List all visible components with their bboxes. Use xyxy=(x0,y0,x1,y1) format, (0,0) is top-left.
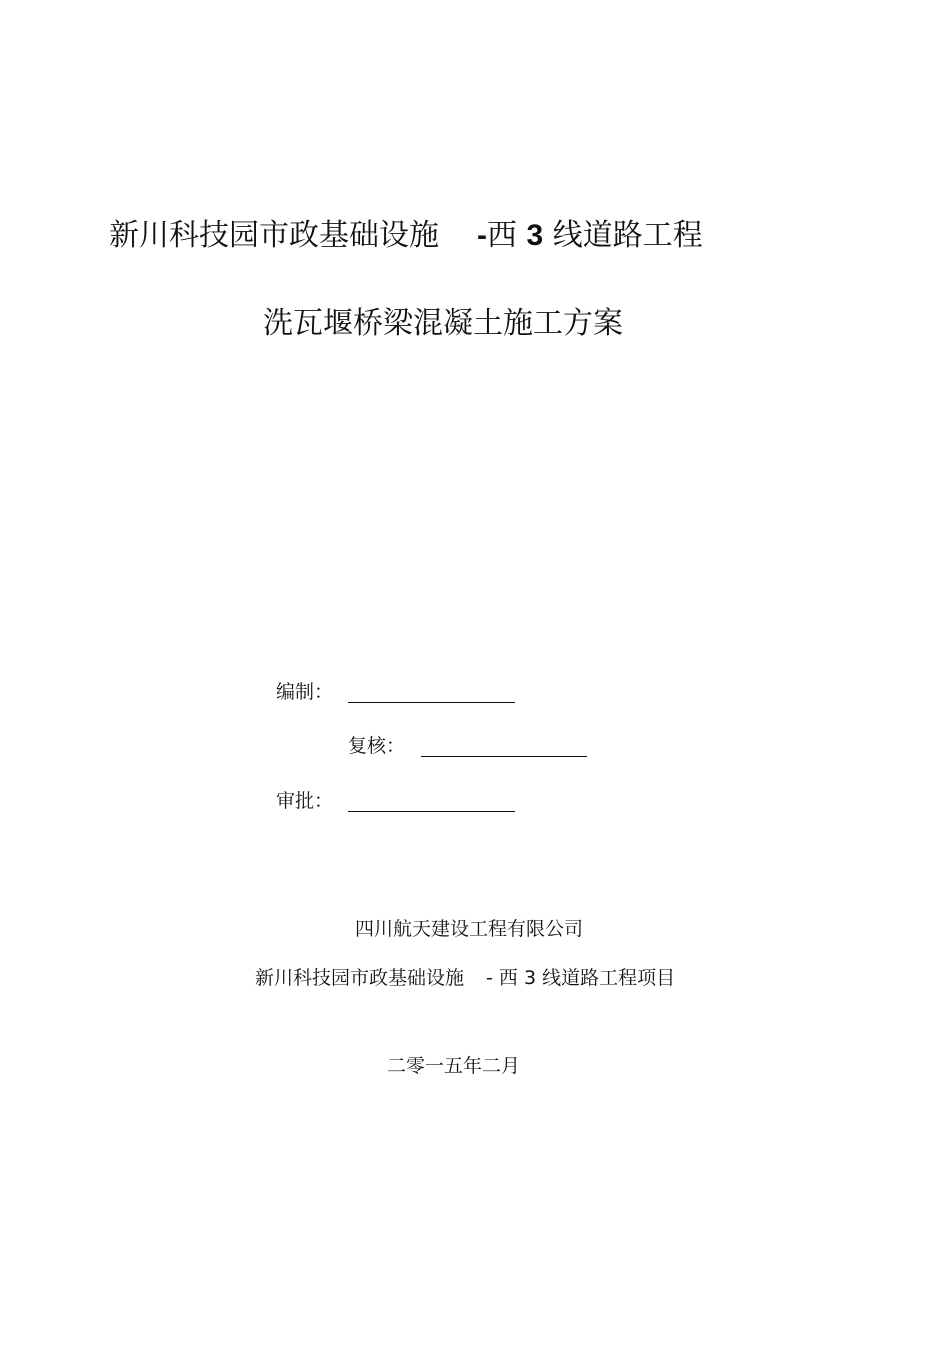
project-name-part1: 新川科技园市政基础设施 xyxy=(255,967,465,989)
title-road-project: 线道路工程 xyxy=(552,218,703,253)
project-name xyxy=(255,964,675,992)
title-line-number: 3 xyxy=(526,219,544,252)
approve-signature-line xyxy=(348,811,515,812)
review-signature-line xyxy=(421,756,587,757)
project-name-part2: - 西 3 线道路工程项目 xyxy=(486,967,676,989)
compile-label: 编制： xyxy=(276,681,334,703)
company-name: 四川航天建设工程有限公司 xyxy=(355,918,584,940)
title-west: 西 xyxy=(487,218,517,253)
compile-signature-line xyxy=(348,702,515,703)
document-title-line1 xyxy=(109,214,703,258)
title-project-name: 新川科技园市政基础设施 xyxy=(109,218,439,253)
document-date: 二零一五年二月 xyxy=(387,1055,521,1077)
document-title-line2: 洗瓦堰桥梁混凝土施工方案 xyxy=(263,306,623,341)
title-dash: - xyxy=(477,219,487,252)
approve-label: 审批： xyxy=(276,790,334,812)
review-label: 复核： xyxy=(348,735,406,757)
